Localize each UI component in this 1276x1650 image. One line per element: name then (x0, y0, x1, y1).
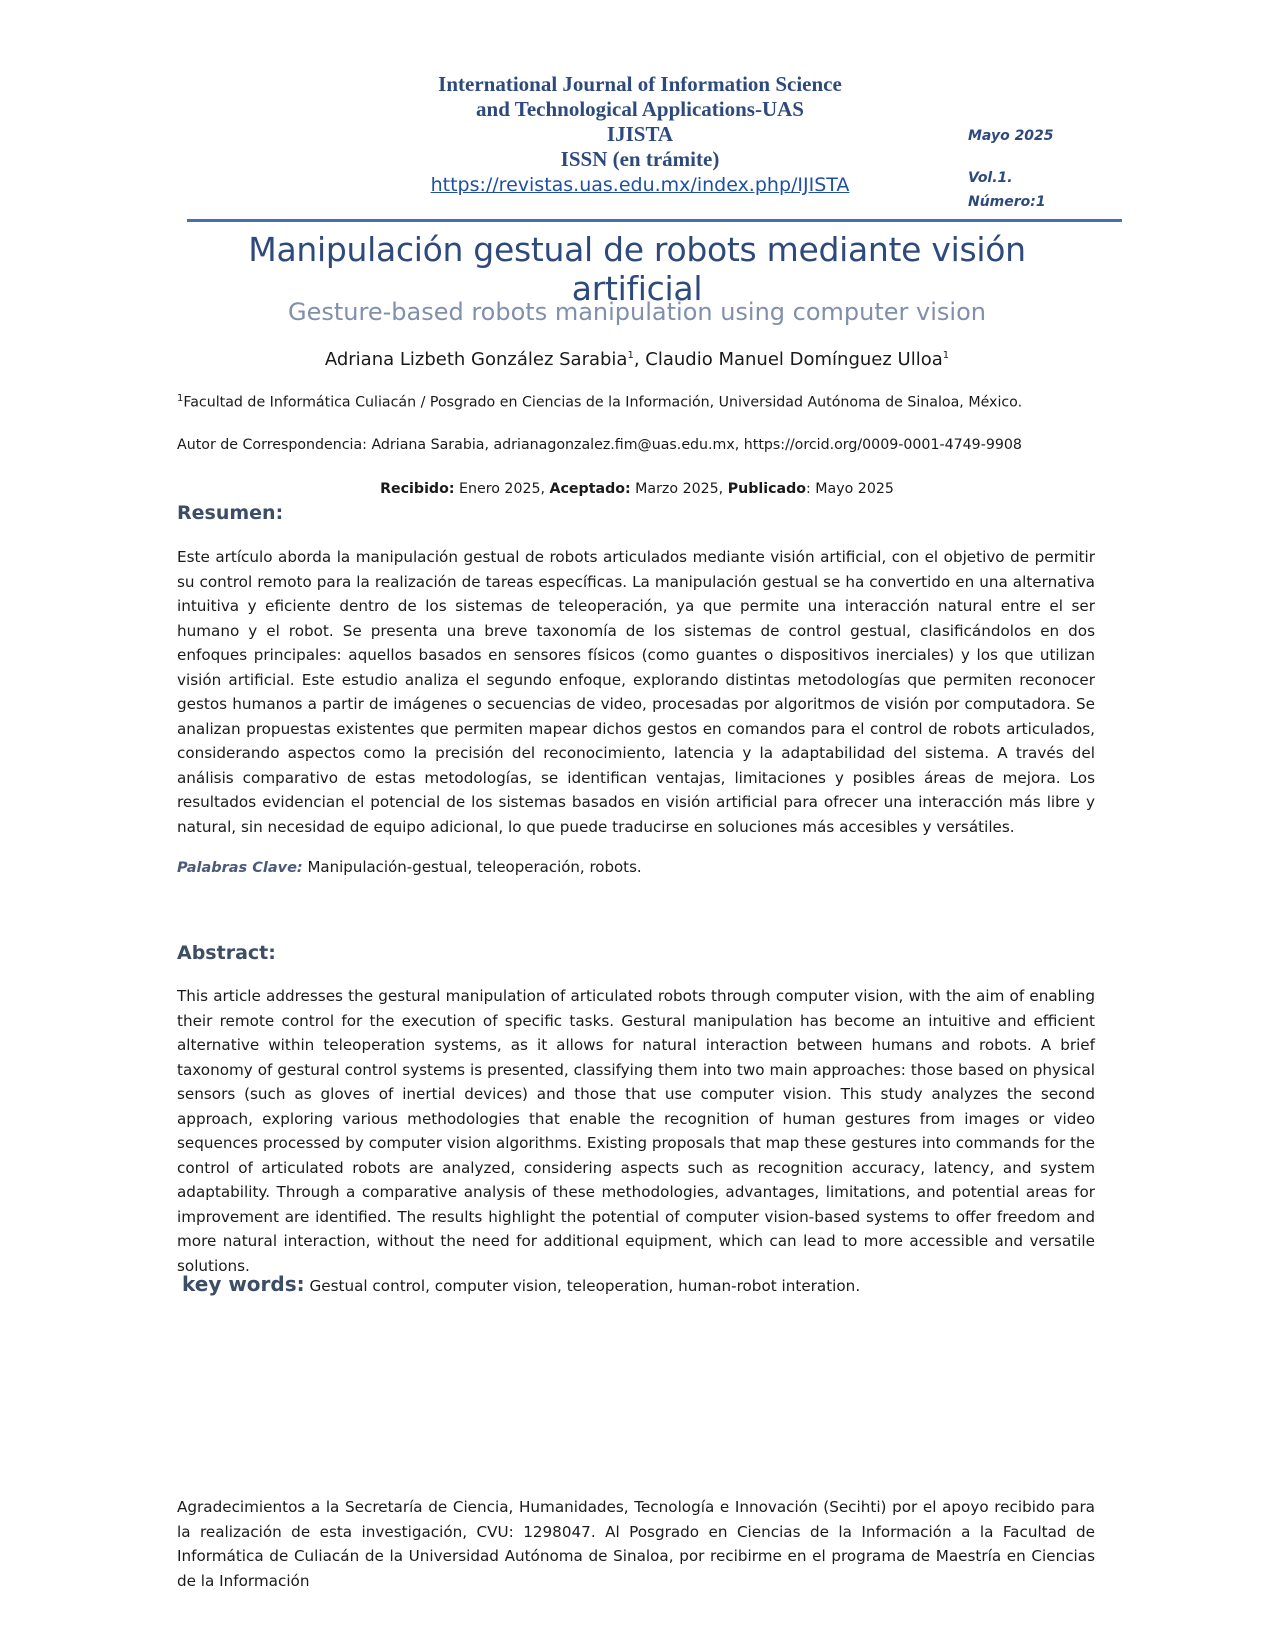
dates-line (187, 481, 1087, 497)
accepted-value: Marzo 2025, (630, 481, 728, 497)
affiliation (177, 393, 1117, 411)
journal-issn: ISSN (en trámite) (560, 147, 720, 171)
keywords-text: Gestual control, computer vision, teleoperation, human-robot interation. (304, 1277, 861, 1295)
issue-date: Mayo 2025 (968, 128, 1054, 144)
journal-acronym: IJISTA (606, 122, 674, 146)
affiliation-text: Facultad de Informática Culiacán / Posgrado en Ciencias de la Información, Universidad Autónoma de Sinaloa, México. (183, 394, 1023, 411)
author-name: Adriana Lizbeth González Sarabia (324, 349, 628, 370)
keywords-label: Palabras Clave: (177, 860, 303, 876)
received-label: Recibido: (380, 481, 455, 497)
author-affiliation-mark: 1 (942, 350, 950, 361)
author-affiliation-mark: 1 (627, 350, 634, 361)
received-value: Enero 2025, (454, 481, 550, 497)
keywords-text: Manipulación-gestual, teleoperación, robots. (302, 858, 642, 876)
journal-name-line1: International Journal of Information Science (438, 72, 842, 96)
published-label: Publicado (727, 481, 806, 497)
header-divider (187, 219, 1122, 222)
issue-volume: Vol.1. (968, 170, 1013, 186)
journal-name-line2: and Technological Applications-UAS (476, 97, 804, 121)
issue-number: Número:1 (968, 194, 1046, 210)
acknowledgments-text: Agradecimientos a la Secretaría de Ciencia, Humanidades, Tecnología e Innovación (Secihti) por el apoyo recibido para la realización de esta investigación, CVU: 1298047. Al Posgrado en Ciencias de la Información a la Facultad de Informática de Culiacán de la Universidad Autónoma de Sinaloa, por recibirme en el programa de Maestría en Ciencias de la Información (177, 1498, 1095, 1590)
journal-url-link[interactable]: https://revistas.uas.edu.mx/index.php/IJISTA (430, 174, 850, 196)
abstract-heading: Abstract: (177, 942, 276, 964)
affiliation-mark: 1 (177, 393, 184, 404)
authors-line (187, 349, 1087, 370)
abstract-keywords (182, 1272, 860, 1296)
accepted-label: Aceptado: (549, 481, 631, 497)
author-name: Claudio Manuel Domínguez Ulloa (645, 349, 943, 370)
journal-header (380, 72, 900, 198)
published-value: : Mayo 2025 (805, 481, 894, 497)
resumen-text: Este artículo aborda la manipulación gestual de robots articulados mediante visión artificial, con el objetivo de permitir su control remoto para la realización de tareas específicas. La manipulación gestual se ha convertido en una alternativa intuitiva y eficiente dentro de los sistemas de teleoperación, ya que permite una interacción natural entre el ser humano y el robot. Se presenta una breve taxonomía de los sistemas de control gestual, clasificándolos en dos enfoques principales: aquellos basados en sensores físicos (como guantes o dispositivos inerciales) y los que utilizan visión artificial. Este estudio analiza el segundo enfoque, explorando distintas metodologías que permiten reconocer gestos humanos a partir de imágenes o secuencias de video, procesadas por algoritmos de visión por computadora. Se analizan propuestas existentes que permiten mapear dichos gestos en comandos para el control de robots articulados, considerando aspectos como la precisión del reconocimiento, latencia y la adaptabilidad del sistema. A través del análisis comparativo de estas metodologías, se identifican ventajas, limitaciones y posibles áreas de mejora. Los resultados evidencian el potencial de los sistemas basados en visión artificial para ofrecer una interacción más libre y natural, sin necesidad de equipo adicional, lo que puede traducirse en soluciones más accesibles y versátiles. (177, 548, 1095, 836)
resumen-keywords (177, 858, 642, 876)
keywords-label: key words: (182, 1272, 305, 1296)
abstract-text: This article addresses the gestural manipulation of articulated robots through computer vision, with the aim of enabling their remote control for the execution of specific tasks. Gestural manipulation has become an intuitive and efficient alternative within teleoperation systems, as it allows for natural interaction between humans and robots. A brief taxonomy of gestural control systems is presented, classifying them into two main approaches: those based on physical sensors (such as gloves of inertial devices) and those that use computer vision. This study analyzes the second approach, exploring various methodologies that enable the recognition of human gestures from images or video sequences processed by computer vision algorithms. Existing proposals that map these gestures into commands for the control of articulated robots are analyzed, considering aspects such as recognition accuracy, latency, and system adaptability. Through a comparative analysis of these methodologies, advantages, limitations, and potential areas for improvement are identified. The results highlight the potential of computer vision-based systems to offer freedom and more natural interaction, without the need for additional equipment, which can lead to more accessible and versatile solutions. (177, 987, 1095, 1275)
author-separator: , (633, 349, 646, 370)
article-title: Manipulación gestual de robots mediante visión artificial (248, 230, 1026, 308)
article-subtitle: Gesture-based robots manipulation using computer vision (288, 298, 986, 326)
resumen-heading: Resumen: (177, 502, 284, 524)
correspondence: Autor de Correspondencia: Adriana Sarabia, adrianagonzalez.fim@uas.edu.mx, https://orcid.org/0009-0001-4749-9908 (177, 437, 1022, 453)
